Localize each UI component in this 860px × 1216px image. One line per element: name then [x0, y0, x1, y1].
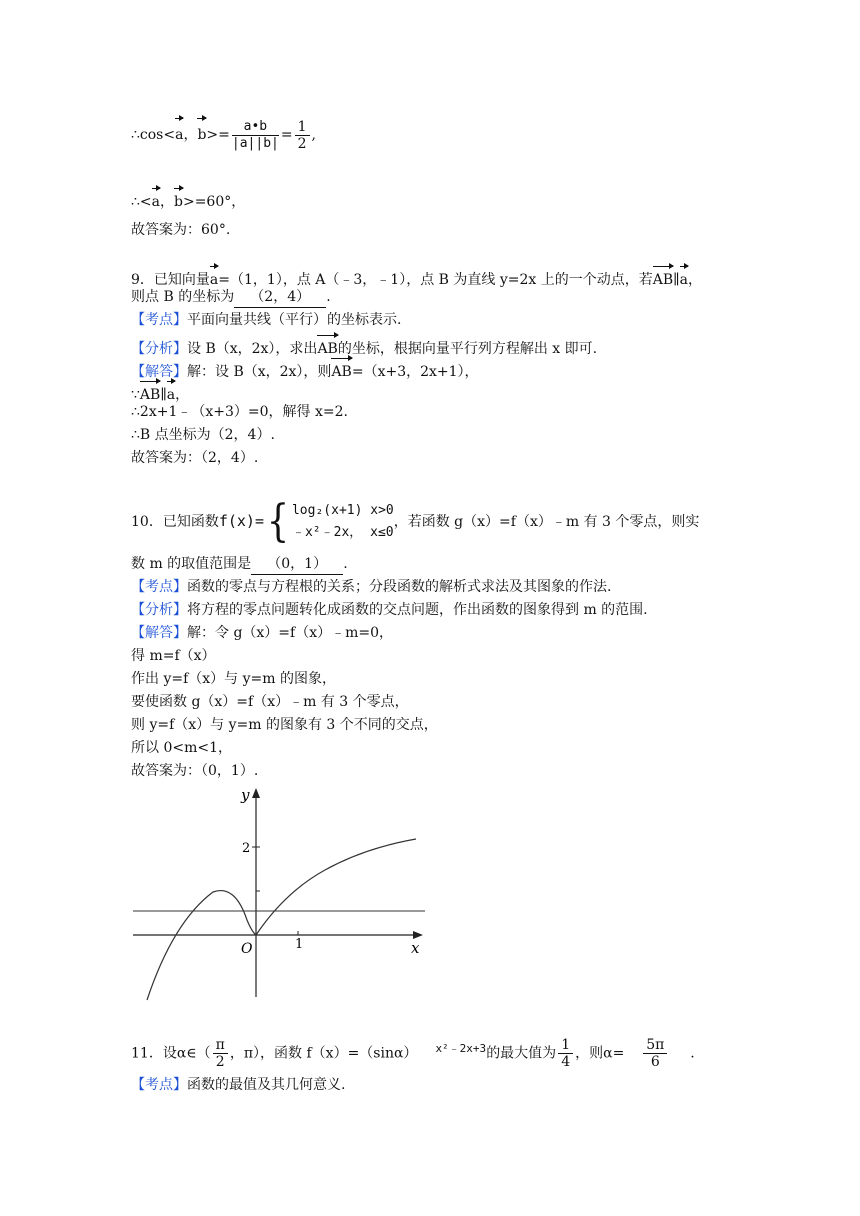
vector-b: b: [174, 186, 183, 212]
q9-kaodian: 【考点】平面向量共线（平行）的坐标表示.: [131, 312, 402, 328]
vector-AB: AB: [331, 356, 351, 382]
vector-AB: AB: [317, 333, 337, 359]
parabola-curve: [147, 891, 256, 1000]
q10-jieda: 【解答】解：令 g（x）=f（x）﹣m=0，: [131, 625, 394, 641]
cos-fraction: [232, 119, 279, 152]
cos-prefix: ∴cos<: [131, 127, 176, 143]
q10-answer: 故答案为：（0，1）.: [131, 763, 259, 779]
q11-answer-blank: $\frac{5\pi}{6}$: [624, 1035, 686, 1073]
y-tick-2-label: 2: [242, 841, 251, 856]
one-quarter: $\frac{1}{4}$: [558, 1037, 573, 1070]
q10-stem-line2: 数 m 的取值范围是 （0，1） .: [131, 554, 348, 575]
cos-formula-line: ∴cos<a，b>= $\frac{a•b}{|a||b|}$ = $\frac{1}{2}$ ,: [131, 116, 316, 152]
cos-numerator: a•b: [232, 119, 279, 136]
vector-AB: AB: [140, 379, 160, 405]
q10-kaodian: 【考点】函数的零点与方程根的关系；分段函数的解析式求法及其图象的作法.: [131, 579, 612, 595]
vector-a: a: [680, 264, 688, 290]
q9-stem-line2: 则点 B 的坐标为 （2，4） .: [131, 287, 331, 308]
pi-over-2: $\frac{\pi}{2}$: [213, 1037, 228, 1070]
q11-stem: 11．设α∈（ $\frac{\pi}{2}$ ，π），函数 f（x）=（sinα） $^{x^2﹣2x+3}$的最大值为 $\frac{1}{4}$ ，则α= $\frac{5\pi}{6}$ .: [131, 1030, 695, 1073]
left-brace: {: [266, 496, 290, 547]
q9-jieda: 【解答】解：设 B（x，2x），则AB=（x+3，2x+1），: [131, 356, 479, 382]
case-1: log₂(x+1) x>0: [291, 503, 394, 518]
half-denominator: 2: [297, 135, 307, 152]
q9-answer: 故答案为：（2，4）.: [131, 450, 259, 466]
vector-AB: AB: [653, 264, 673, 290]
vector-a: a: [152, 186, 160, 212]
angle-result: =60°，: [194, 194, 246, 210]
vector-a: a: [167, 379, 175, 405]
x-axis-label: x: [411, 939, 420, 957]
q9-step2: ∴B 点坐标为（2，4）.: [131, 427, 275, 443]
q10-step1: 得 m=f（x）: [131, 648, 216, 664]
x-tick-1-label: 1: [295, 937, 304, 952]
q10-fenxi: 【分析】将方程的零点问题转化成函数的交点问题，作出函数的图象得到 m 的范围.: [131, 602, 648, 618]
y-axis-arrow: [252, 788, 260, 798]
function-label: f(x)=: [218, 512, 264, 530]
q9-fenxi: 【分析】设 B（x，2x），求出AB的坐标，根据向量平行列方程解出 x 即可.: [131, 333, 597, 359]
q10-step3: 要使函数 g（x）=f（x）﹣m 有 3 个零点，: [131, 694, 409, 710]
vector-b: b: [197, 116, 206, 148]
q10-step2: 作出 y=f（x）与 y=m 的图象，: [131, 671, 336, 687]
q10-stem-line1: 10．已知函数f(x)={ log₂(x+1) x>0 ﹣x²﹣2x， x≤0 ，若函数 g（x）=f（x）﹣m 有 3 个零点，则实: [131, 496, 700, 547]
half-fraction: [295, 119, 310, 152]
q10-answer-blank: （0，1）: [251, 554, 343, 575]
piecewise-cases: [292, 500, 394, 544]
vector-a: a: [175, 116, 183, 148]
answer-8: 故答案为：60°.: [131, 222, 231, 238]
x-axis-arrow: [413, 931, 423, 939]
q9-stem-line1: 9．已知向量a=（1，1），点 A（﹣3，﹣1），点 B 为直线 y=2x 上的一个动点，若AB∥a，: [131, 264, 702, 290]
y-axis-label: y: [241, 786, 250, 804]
cos-denominator: |a||b|: [231, 135, 279, 151]
q9-because: ∵AB∥a，: [131, 379, 189, 405]
q10-step5: 所以 0<m<1，: [131, 740, 233, 756]
q11-kaodian: 【考点】函数的最值及其几何意义.: [131, 1077, 346, 1093]
function-graph: [125, 782, 435, 1002]
exponent: x²﹣2x+3: [435, 1042, 487, 1055]
q9-answer-blank: （2，4）: [234, 287, 326, 308]
angle-result-line: ∴<a，b>=60°，: [131, 186, 245, 212]
origin-label: O: [241, 941, 253, 957]
case-2: ﹣x²﹣2x， x≤0: [291, 525, 394, 540]
q9-step1: ∴2x+1﹣（x+3）=0，解得 x=2.: [131, 404, 348, 420]
log-curve: [256, 839, 416, 935]
vector-a: a: [210, 264, 218, 290]
q10-step4: 则 y=f（x）与 y=m 的图象有 3 个不同的交点，: [131, 717, 438, 733]
half-numerator: 1: [295, 119, 310, 136]
